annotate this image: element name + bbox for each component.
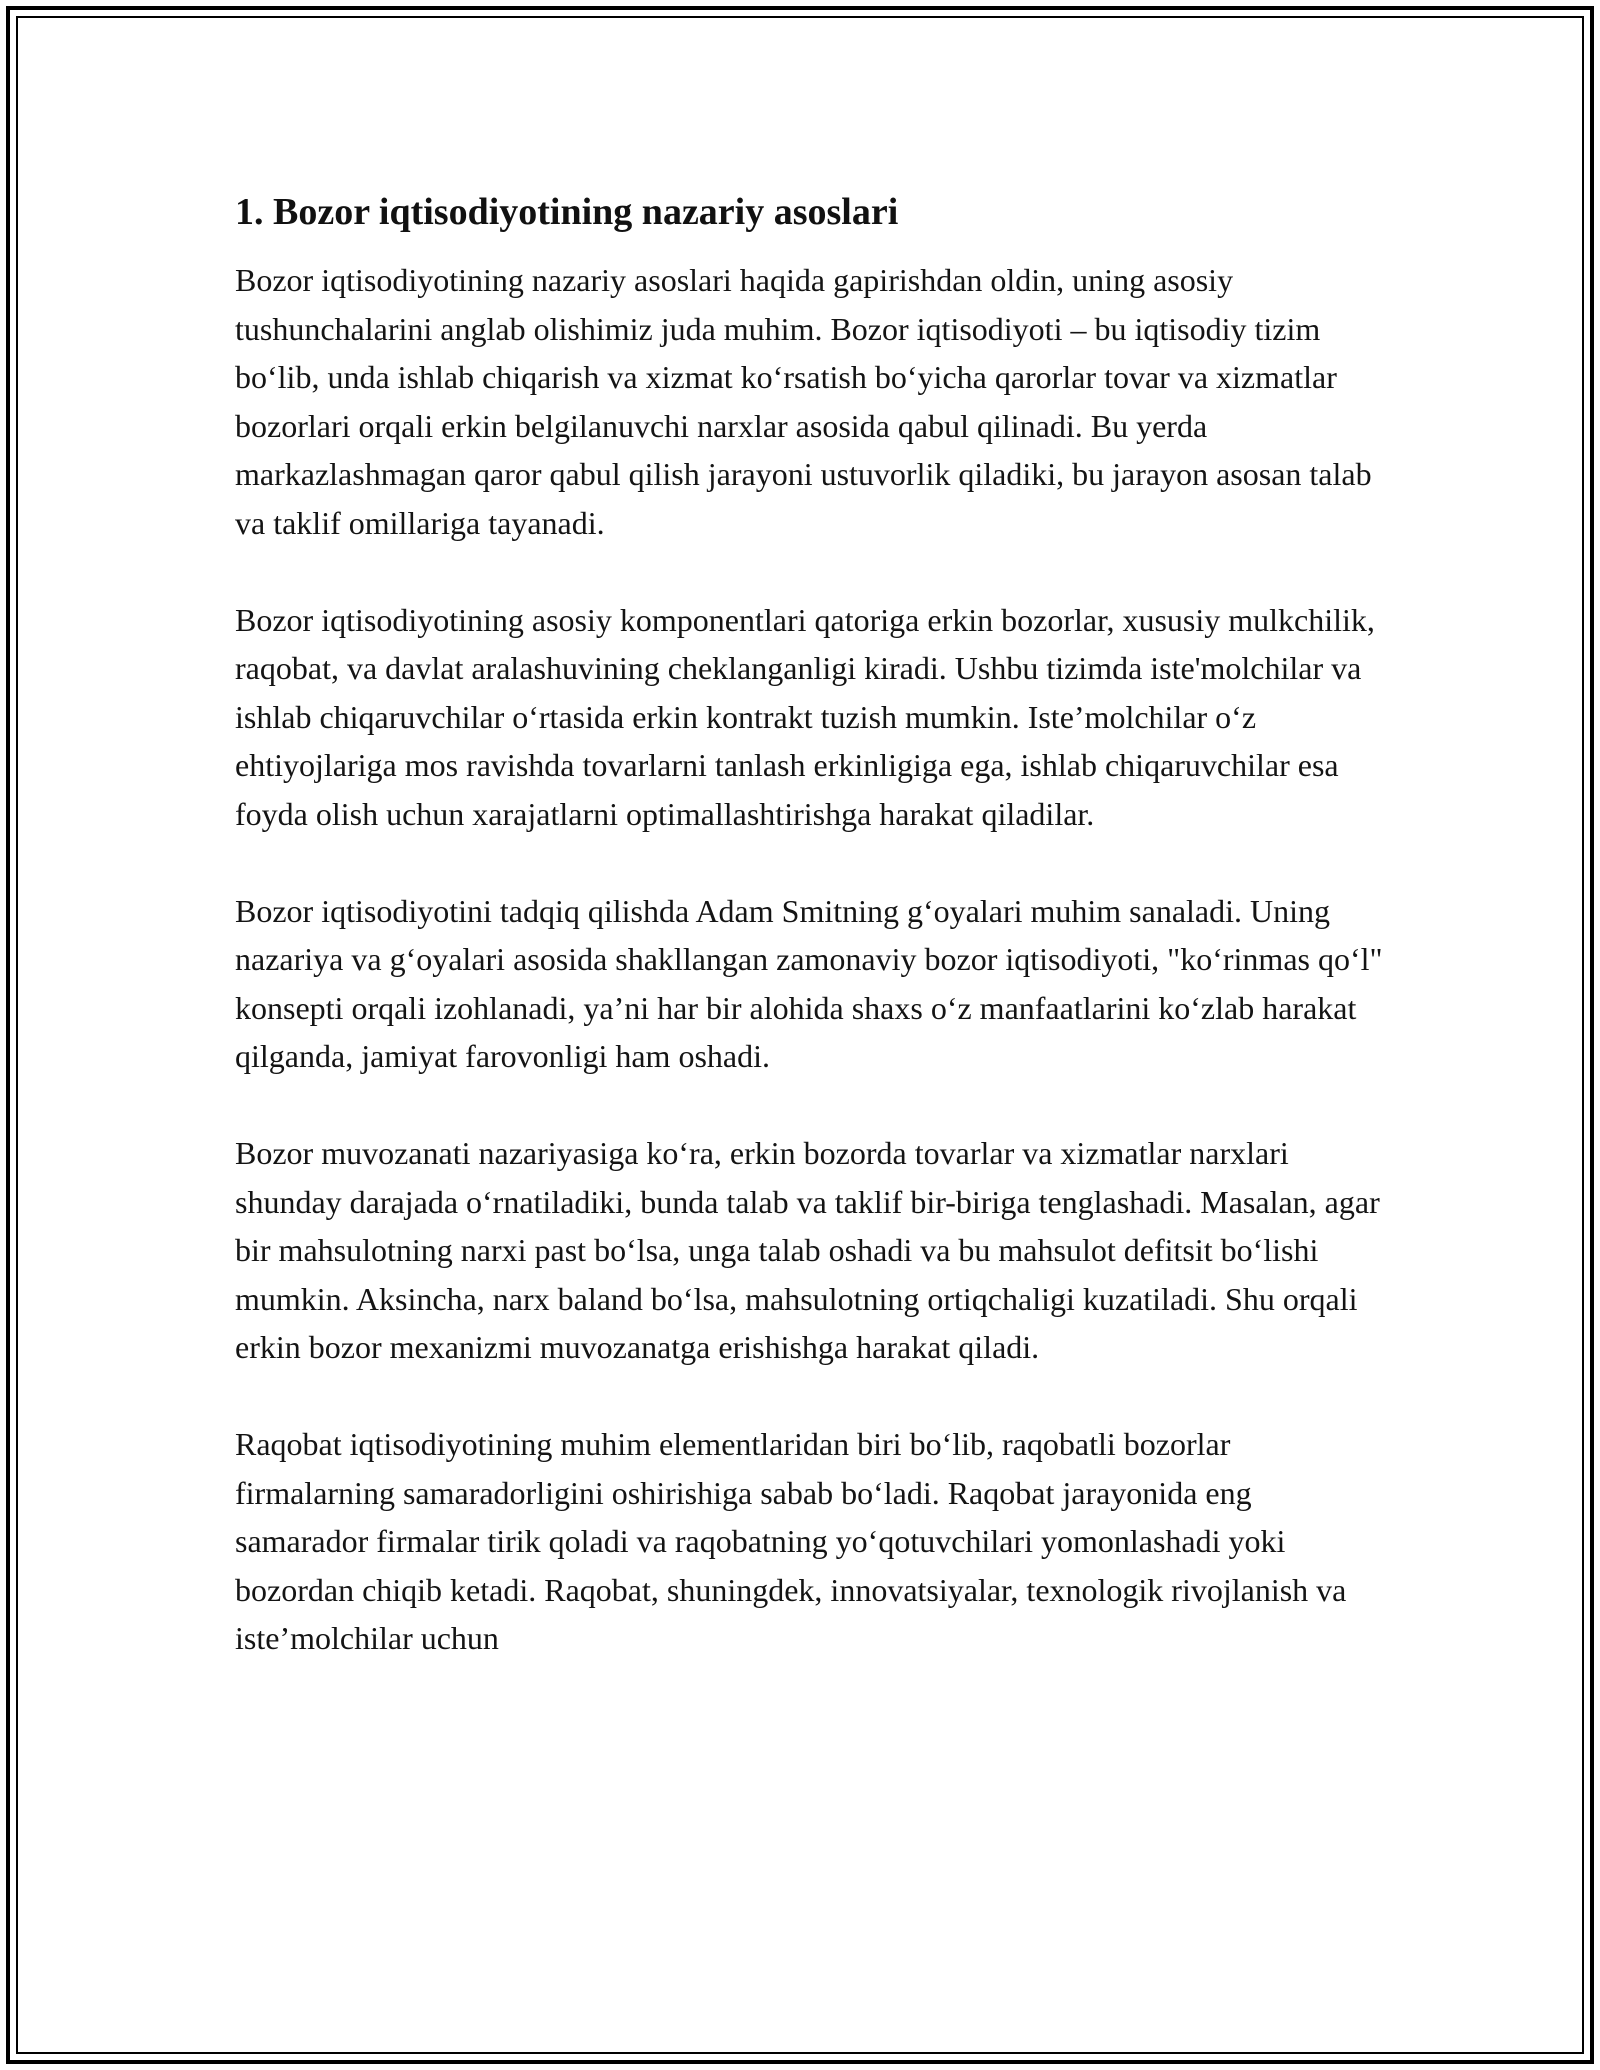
- paragraph-adam-smith: Bozor iqtisodiyotini tadqiq qilishda Adam Smitning g‘oyalari muhim sanaladi. Uning nazariya va g‘oyalari asosida shakllangan zamonaviy bozor iqtisodiyoti, "ko‘rinmas qo‘l" konsepti orqali izohlanadi, ya’ni har bir alohida shaxs o‘z manfaatlarini ko‘zlab harakat qilganda, jamiyat farovonligi ham oshadi.: [235, 892, 1383, 1074]
- section-heading: 1. Bozor iqtisodiyotining nazariy asoslari: [235, 191, 899, 233]
- paragraph-definition: Bozor iqtisodiyotining nazariy asoslari haqida gapirishdan oldin, uning asosiy tushunchalarini anglab olishimiz juda muhim. Bozor iqtisodiyoti – bu iqtisodiy tizim bo‘lib, unda ishlab chiqarish va xizmat ko‘rsatish bo‘yicha qarorlar tovar va xizmatlar bozorlari orqali erkin belgilanuvchi narxlar asosida qabul qilinadi. Bu yerda markazlashmagan qaror qabul qilish jarayoni ustuvorlik qiladiki, bu jarayon asosan talab va taklif omillariga tayanadi.: [235, 262, 1372, 541]
- paragraph-equilibrium: Bozor muvozanati nazariyasiga ko‘ra, erkin bozorda tovarlar va xizmatlar narxlari shunday darajada o‘rnatiladiki, bunda talab va taklif bir-biriga tenglashadi. Masalan, agar bir mahsulotning narxi past bo‘lsa, unga talab oshadi va bu mahsulot defitsit bo‘lishi mumkin. Aksincha, narx baland bo‘lsa, mahsulotning ortiqchaligi kuzatiladi. Shu orqali erkin bozor mexanizmi muvozanatga erishishga harakat qiladi.: [235, 1135, 1380, 1365]
- paragraph-competition: Raqobat iqtisodiyotining muhim elementlaridan biri bo‘lib, raqobatli bozorlar firmalarning samaradorligini oshirishiga sabab bo‘ladi. Raqobat jarayonida eng samarador firmalar tirik qoladi va raqobatning yo‘qotuvchilari yomonlashadi yoki bozordan chiqib ketadi. Raqobat, shuningdek, innovatsiyalar, texnologik rivojlanish va iste’molchilar uchun: [235, 1426, 1347, 1656]
- paragraph-components: Bozor iqtisodiyotining asosiy komponentlari qatoriga erkin bozorlar, xususiy mulkchilik, raqobat, va davlat aralashuvining cheklanganligi kiradi. Ushbu tizimda iste'molchilar va ishlab chiqaruvchilar o‘rtasida erkin kontrakt tuzish mumkin. Iste’molchilar o‘z ehtiyojlariga mos ravishda tovarlarni tanlash erkinligiga ega, ishlab chiqaruvchilar esa foyda olish uchun xarajatlarni optimallashtirishga harakat qiladilar.: [235, 601, 1375, 832]
- document-body: [235, 186, 1385, 1711]
